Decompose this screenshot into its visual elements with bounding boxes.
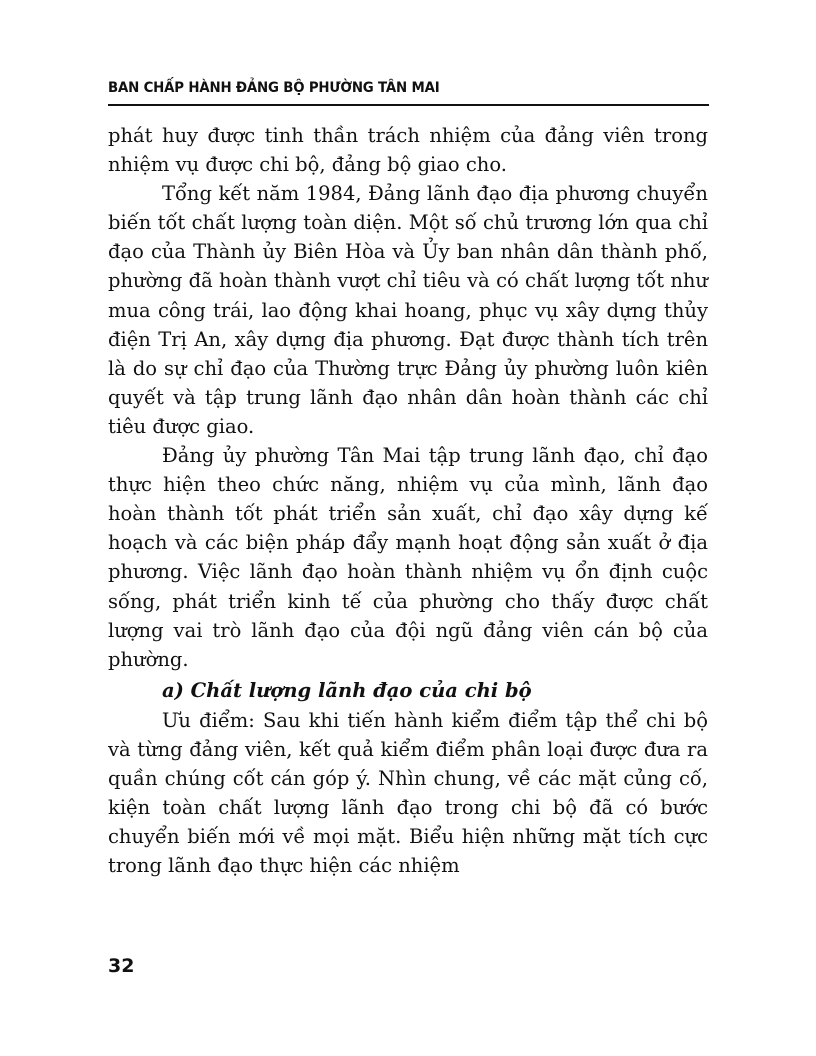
body-text bbox=[108, 121, 708, 880]
header-rule bbox=[108, 104, 709, 106]
paragraph-summary-1984: Tổng kết năm 1984, Đảng lãnh đạo địa phương chuyển biến tốt chất lượng toàn diện. Một số chủ trương lớn qua chỉ đạo của Thành ủy Biên Hòa và Ủy ban nhân dân thành phố, phường đã hoàn thành vượt chỉ tiêu và có chất lượng tốt như mua công trái, lao động khai hoang, phục vụ xây dựng thủy điện Trị An, xây dựng địa phương. Đạt được thành tích trên là do sự chỉ đạo của Thường trực Đảng ủy phường luôn kiên quyết và tập trung lãnh đạo nhân dân hoàn thành các chỉ tiêu được giao. bbox=[108, 182, 708, 438]
page-number: 32 bbox=[108, 955, 135, 977]
paragraph-party-committee: Đảng ủy phường Tân Mai tập trung lãnh đạo, chỉ đạo thực hiện theo chức năng, nhiệm vụ của mình, lãnh đạo hoàn thành tốt phát triển sản xuất, chỉ đạo xây dựng kế hoạch và các biện pháp đẩy mạnh hoạt động sản xuất ở địa phương. Việc lãnh đạo hoàn thành nhiệm vụ ổn định cuộc sống, phát triển kinh tế của phường cho thấy được chất lượng vai trò lãnh đạo của đội ngũ đảng viên cán bộ của phường. bbox=[108, 444, 708, 671]
paragraph-strengths: Ưu điểm: Sau khi tiến hành kiểm điểm tập thể chi bộ và từng đảng viên, kết quả kiểm điểm phân loại được đưa ra quần chúng cốt cán góp ý. Nhìn chung, về các mặt củng cố, kiện toàn chất lượng lãnh đạo trong chi bộ đã có bước chuyển biến mới về mọi mặt. Biểu hiện những mặt tích cực trong lãnh đạo thực hiện các nhiệm bbox=[108, 708, 708, 878]
running-header: BAN CHẤP HÀNH ĐẢNG BỘ PHƯỜNG TÂN MAI bbox=[108, 80, 440, 96]
paragraph-continuation: phát huy được tinh thần trách nhiệm của đảng viên trong nhiệm vụ được chi bộ, đảng bộ giao cho. bbox=[108, 124, 708, 177]
section-heading: a) Chất lượng lãnh đạo của chi bộ bbox=[162, 678, 532, 702]
